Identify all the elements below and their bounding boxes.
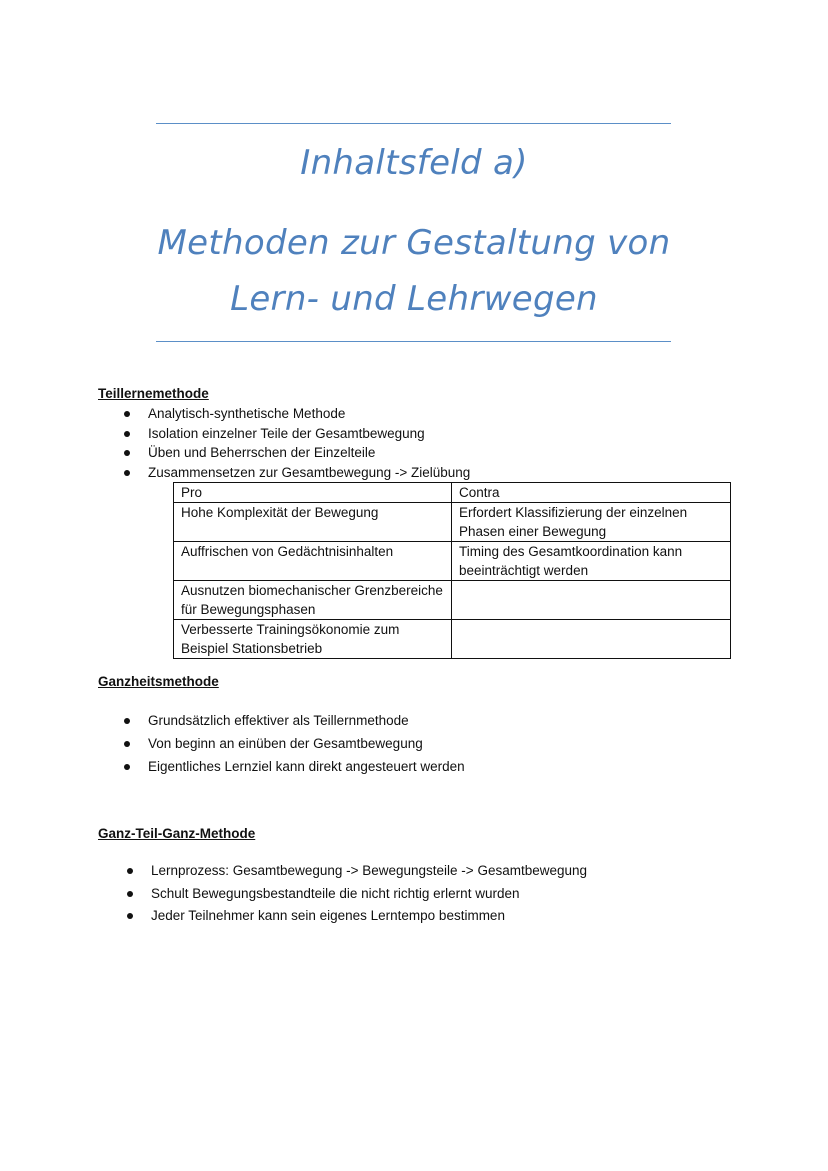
section-heading-teillernemethode: Teillernemethode [98,386,209,401]
pro-contra-table [173,482,731,659]
table-row [174,581,731,620]
table-header-pro: Pro [174,483,452,503]
list-item-text: Analytisch-synthetische Methode [148,406,346,421]
table-header-contra: Contra [452,483,731,503]
list-item [124,404,470,424]
table-cell-pro: Ausnutzen biomechanischer Grenzbereiche für Bewegungsphasen [174,581,452,620]
bullet-list-ganzheitsmethode [124,709,465,778]
list-item-text: Zusammensetzen zur Gesamtbewegung -> Zielübung [148,464,471,480]
table-cell-pro: Auffrischen von Gedächtnisinhalten [174,542,452,581]
bullet-icon [124,718,130,724]
title-line-2: Methoden zur Gestaltung von [157,223,671,263]
table-cell-pro: Hohe Komplexität der Bewegung [174,503,452,542]
title-top-rule [156,123,671,124]
table-cell-pro: Verbesserte Trainingsökonomie zum Beispiel Stationsbetrieb [174,620,452,659]
bullet-icon [124,470,130,476]
bullet-icon [127,913,133,919]
section-heading-ganz-teil-ganz-methode: Ganz-Teil-Ganz-Methode [98,826,256,841]
bullet-icon [124,450,130,456]
bullet-icon [124,411,130,417]
list-item [124,424,470,444]
title-line-3: Lern- und Lehrwegen [230,279,598,319]
section-heading-ganzheitsmethode: Ganzheitsmethode [98,674,219,689]
list-item [124,443,470,463]
list-item [127,860,587,883]
table-cell-contra [452,581,731,620]
table-row [174,503,731,542]
table-row [174,542,731,581]
list-item-text: Üben und Beherrschen der Einzelteile [148,445,376,461]
title-line-1: Inhaltsfeld a) [300,143,528,183]
list-item-text: Grundsätzlich effektiver als Teillernmethode [148,713,409,728]
table-cell-contra: Erfordert Klassifizierung der einzelnen Phasen einer Bewegung [452,503,731,542]
bullet-icon [124,431,130,437]
list-item [124,463,470,483]
table-row [174,620,731,659]
list-item-text: Schult Bewegungsbestandteile die nicht richtig erlernt wurden [151,885,520,901]
list-item-text: Eigentliches Lernziel kann direkt angesteuert werden [148,759,465,774]
bullet-icon [127,891,133,897]
list-item [124,755,465,778]
list-item-text: Isolation einzelner Teile der Gesamtbewegung [148,425,425,441]
list-item [124,732,465,755]
list-item-text: Jeder Teilnehmer kann sein eigenes Lerntempo bestimmen [151,908,505,923]
title-bottom-rule [156,341,671,342]
bullet-list-teillernemethode [124,404,470,482]
list-item-text: Lernprozess: Gesamtbewegung -> Bewegungsteile -> Gesamtbewegung [151,863,588,878]
bullet-icon [127,868,133,874]
bullet-icon [124,741,130,747]
list-item [127,883,587,906]
bullet-list-ganz-teil-ganz-methode [127,860,587,928]
table-cell-contra: Timing des Gesamtkoordination kann beeinträchtigt werden [452,542,731,581]
list-item [124,709,465,732]
bullet-icon [124,764,130,770]
table-cell-contra [452,620,731,659]
table-header-row [174,483,731,503]
list-item [127,905,587,928]
list-item-text: Von beginn an einüben der Gesamtbewegung [148,736,423,751]
